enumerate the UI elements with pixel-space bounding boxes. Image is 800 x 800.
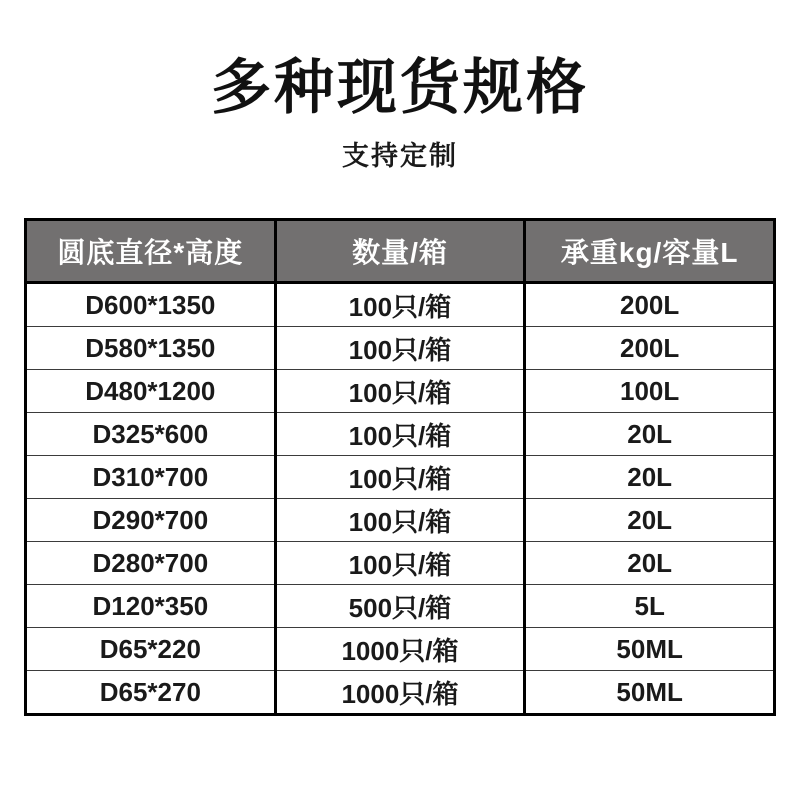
table-cell: 20L [525,456,775,499]
table-cell: D600*1350 [26,283,276,327]
table-cell: 100只/箱 [275,456,525,499]
spec-table-body [26,283,775,715]
table-cell: D280*700 [26,542,276,585]
table-row [26,370,775,413]
header-row [26,220,775,283]
table-cell: 100只/箱 [275,283,525,327]
table-cell: D325*600 [26,413,276,456]
table-cell: D120*350 [26,585,276,628]
table-cell: 20L [525,542,775,585]
table-cell: 500只/箱 [275,585,525,628]
column-header: 圆底直径*高度 [26,220,276,283]
table-cell: 5L [525,585,775,628]
table-row [26,456,775,499]
table-row [26,413,775,456]
page-title: 多种现货规格 [211,54,589,121]
table-cell: D310*700 [26,456,276,499]
table-cell: 100只/箱 [275,499,525,542]
table-cell: 100只/箱 [275,542,525,585]
table-cell: 50ML [525,628,775,671]
table-cell: 100只/箱 [275,370,525,413]
table-row [26,671,775,715]
table-cell: D65*270 [26,671,276,715]
column-header: 数量/箱 [275,220,525,283]
table-cell: 1000只/箱 [275,628,525,671]
table-cell: 1000只/箱 [275,671,525,715]
table-cell: D290*700 [26,499,276,542]
column-header: 承重kg/容量L [525,220,775,283]
table-row [26,283,775,327]
table-row [26,327,775,370]
table-cell: D65*220 [26,628,276,671]
table-cell: 50ML [525,671,775,715]
spec-table-header [26,220,775,283]
table-row [26,542,775,585]
table-cell: 200L [525,283,775,327]
table-cell: 100只/箱 [275,413,525,456]
table-row [26,499,775,542]
table-cell: D480*1200 [26,370,276,413]
table-cell: D580*1350 [26,327,276,370]
table-cell: 200L [525,327,775,370]
table-cell: 20L [525,413,775,456]
table-row [26,585,775,628]
spec-table [24,218,776,716]
table-cell: 100L [525,370,775,413]
table-cell: 100只/箱 [275,327,525,370]
table-row [26,628,775,671]
table-cell: 20L [525,499,775,542]
page-subtitle: 支持定制 [342,141,458,171]
